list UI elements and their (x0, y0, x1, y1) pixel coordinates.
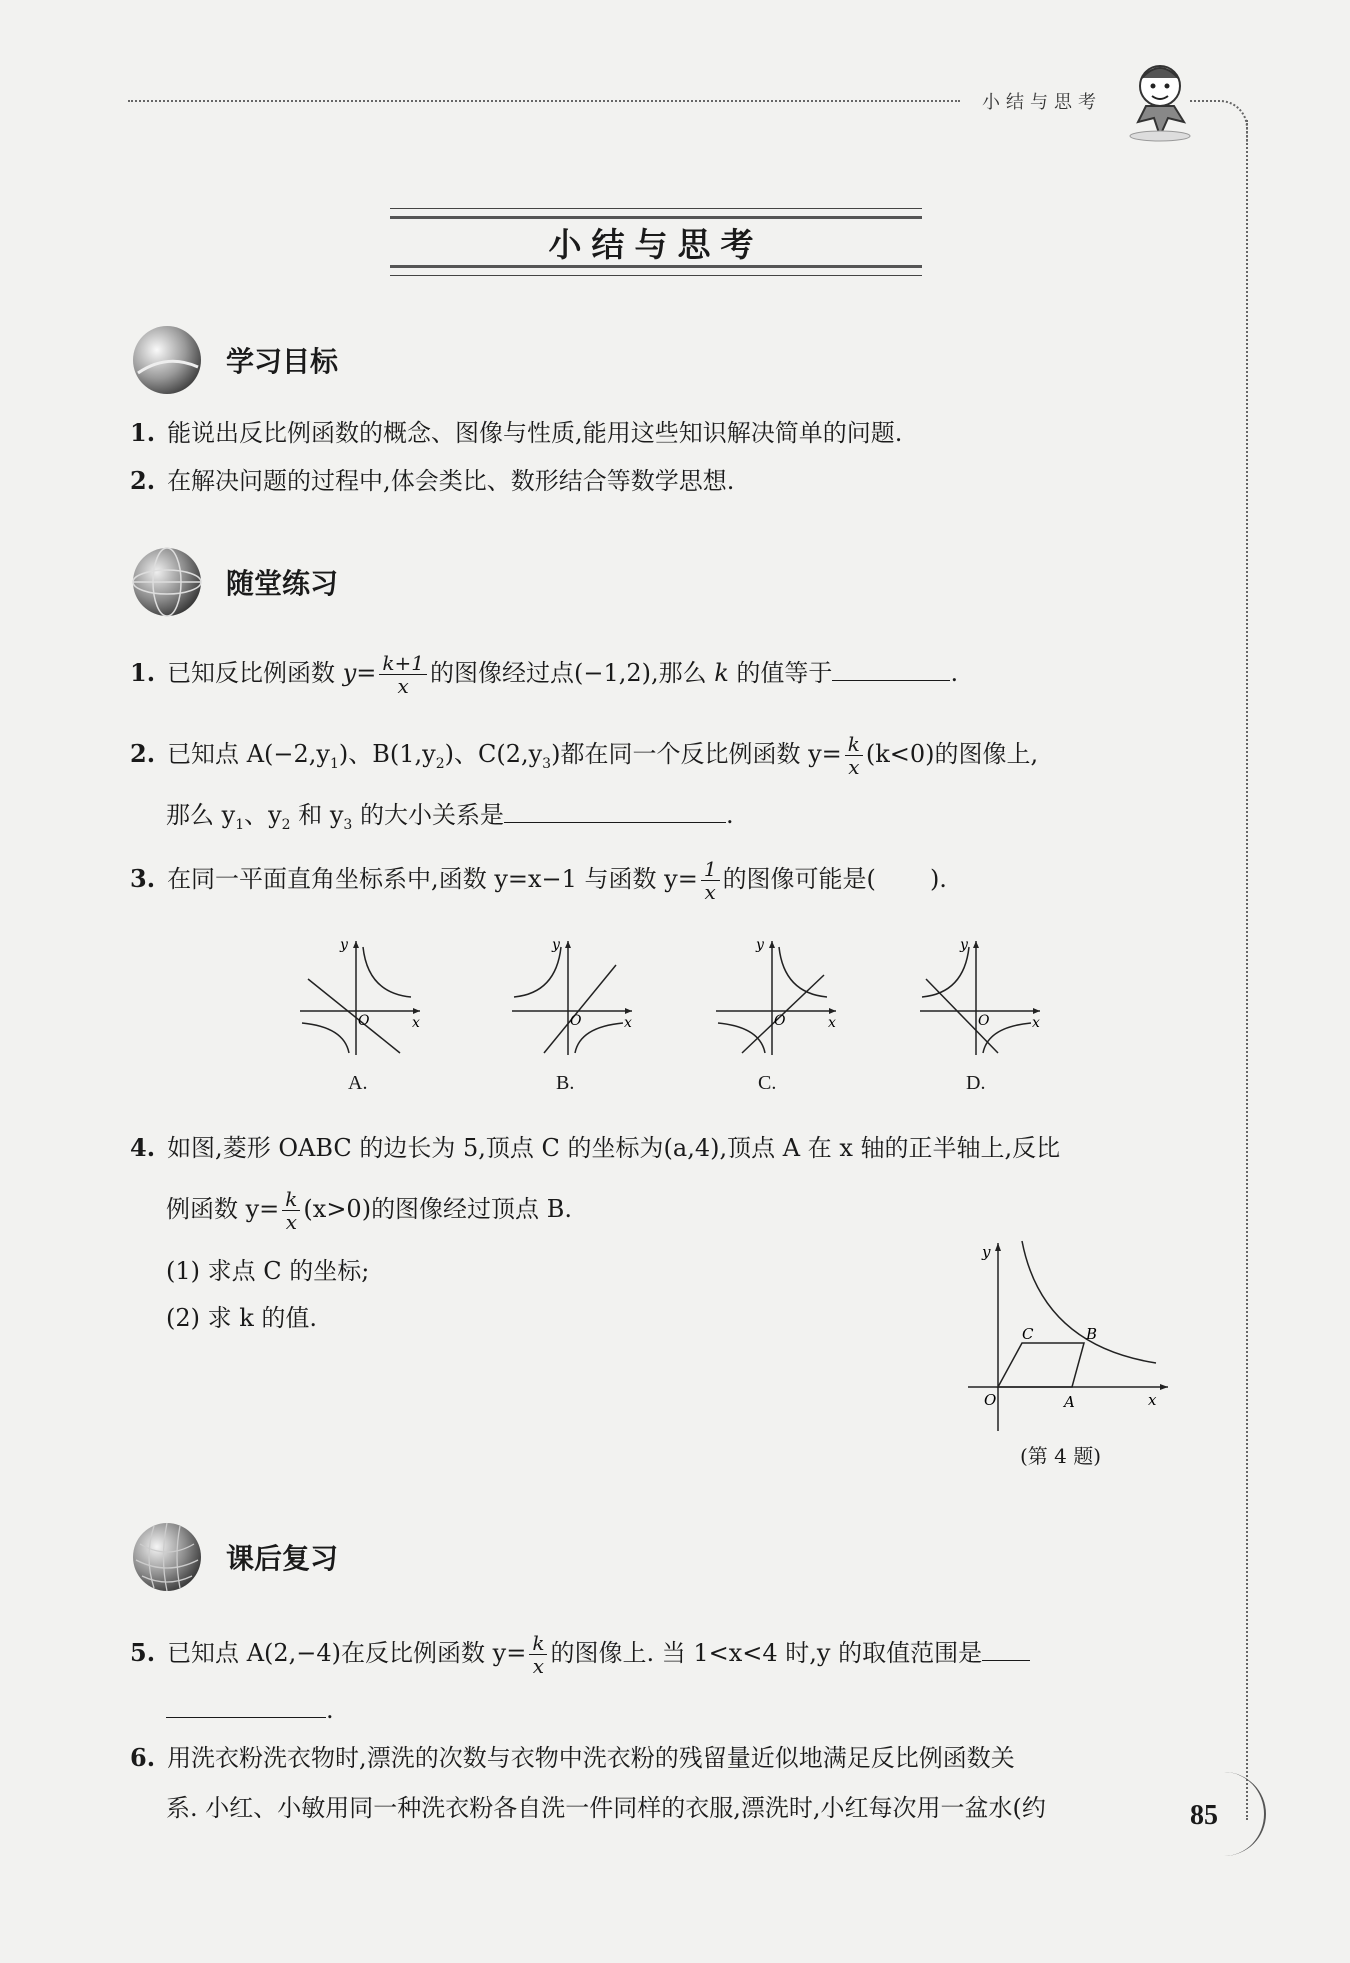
option-label-d[interactable]: D. (966, 1072, 986, 1094)
svg-text:y: y (340, 937, 348, 953)
goal-item: 2. 在解决问题的过程中,体会类比、数形结合等数学思想. (130, 466, 735, 495)
svg-text:y: y (552, 937, 560, 953)
question-3: 3. 在同一平面直角坐标系中,函数 y=x−1 与函数 y= $\frac{1}{x}$ 的图像可能是( ). (130, 857, 947, 904)
fraction: $\frac{k}{x}$ (529, 1632, 547, 1677)
option-c-graph (712, 935, 842, 1060)
fraction: $\frac{k}{x}$ (845, 733, 863, 778)
svg-text:O: O (774, 1013, 786, 1029)
section-goals (130, 323, 338, 397)
page-title: 小结与思考 (548, 224, 764, 264)
question-4-sub-1: (1) 求点 C 的坐标; (166, 1257, 370, 1285)
question-1: 1. 已知反比例函数 y= $\frac{k+1}{x}$ 的图像经过点(−1,2),那么 k 的值等于 . (130, 651, 959, 698)
section-heading-goals: 学习目标 (226, 345, 339, 378)
fraction: $\frac{k}{x}$ (282, 1188, 300, 1233)
section-heading-review: 课后复习 (226, 1542, 339, 1575)
svg-text:y: y (982, 1243, 991, 1261)
section-heading-practice: 随堂练习 (226, 567, 339, 600)
figure-caption: (第 4 题) (1020, 1444, 1102, 1468)
answer-blank[interactable] (982, 1660, 1030, 1661)
question-2-line-2: 那么 $y_1$、$y_2$ 和 $y_3$ 的大小关系是 . (166, 801, 734, 833)
svg-text:C: C (1022, 1325, 1034, 1343)
svg-text:y: y (960, 937, 968, 953)
question-4: 4. 如图,菱形 OABC 的边长为 5,顶点 C 的坐标为(a,4),顶点 A 在 x 轴的正半轴上,反比 (130, 1133, 1061, 1162)
option-d-graph (916, 935, 1046, 1060)
svg-text:x: x (1032, 1015, 1040, 1031)
answer-blank[interactable] (504, 822, 726, 823)
question-5: 5. 已知点 A(2,−4)在反比例函数 y= $\frac{k}{x}$ 的图像上. 当 1<x<4 时,y 的取值范围是 (130, 1632, 1030, 1677)
question-4-line-2: 例函数 y= $\frac{k}{x}$ (x>0)的图像经过顶点 B. (166, 1187, 572, 1234)
question-2: 2. 已知点 $A(-2,y_1)$、$B(1,y_2)$、$C(2,y_3)$都在同一个反比例函数 y= $\frac{k}{x}$ (k<0)的图像上, (130, 732, 1039, 779)
svg-text:x: x (1148, 1391, 1157, 1409)
option-label-a[interactable]: A. (348, 1072, 368, 1094)
svg-text:x: x (828, 1015, 836, 1031)
goal-item: 1. 能说出反比例函数的概念、图像与性质,能用这些知识解决简单的问题. (130, 418, 903, 447)
question-6: 6. 用洗衣粉洗衣物时,漂洗的次数与衣物中洗衣粉的残留量近似地满足反比例函数关 (130, 1743, 1015, 1772)
answer-blank[interactable] (166, 1717, 326, 1718)
svg-text:O: O (984, 1391, 997, 1409)
mesh-sphere-icon (130, 1520, 204, 1594)
running-title: 小结与思考 (982, 92, 1102, 113)
svg-text:O: O (978, 1013, 990, 1029)
option-a-graph (296, 935, 426, 1060)
page-title-box (390, 208, 922, 276)
wire-globe-icon (130, 545, 204, 619)
option-label-c[interactable]: C. (758, 1072, 777, 1094)
section-review (130, 1520, 338, 1594)
header-dotted-rule (128, 100, 960, 102)
page-number: 85 (1190, 1800, 1218, 1831)
svg-text:B: B (1086, 1325, 1098, 1343)
question-4-sub-2: (2) 求 k 的值. (166, 1304, 318, 1332)
sphere-icon (130, 323, 204, 397)
svg-text:x: x (412, 1015, 420, 1031)
section-practice (130, 545, 338, 619)
fraction: $\frac{1}{x}$ (701, 858, 720, 903)
question-4-figure (962, 1235, 1172, 1435)
option-b-graph (508, 935, 638, 1060)
svg-text:O: O (358, 1013, 370, 1029)
fraction: $\frac{k+1}{x}$ (379, 652, 427, 697)
question-5-line-2: . (166, 1692, 334, 1728)
answer-blank[interactable] (832, 680, 950, 681)
svg-text:y: y (756, 937, 764, 953)
boy-mascot-icon (1118, 56, 1202, 142)
margin-dotted-rule (1246, 120, 1248, 1820)
svg-text:A: A (1064, 1393, 1075, 1411)
svg-text:O: O (570, 1013, 582, 1029)
option-label-b[interactable]: B. (556, 1072, 575, 1094)
svg-text:x: x (624, 1015, 632, 1031)
question-6-line-2: 系. 小红、小敏用同一种洗衣粉各自洗一件同样的衣服,漂洗时,小红每次用一盆水(约 (166, 1794, 1046, 1822)
